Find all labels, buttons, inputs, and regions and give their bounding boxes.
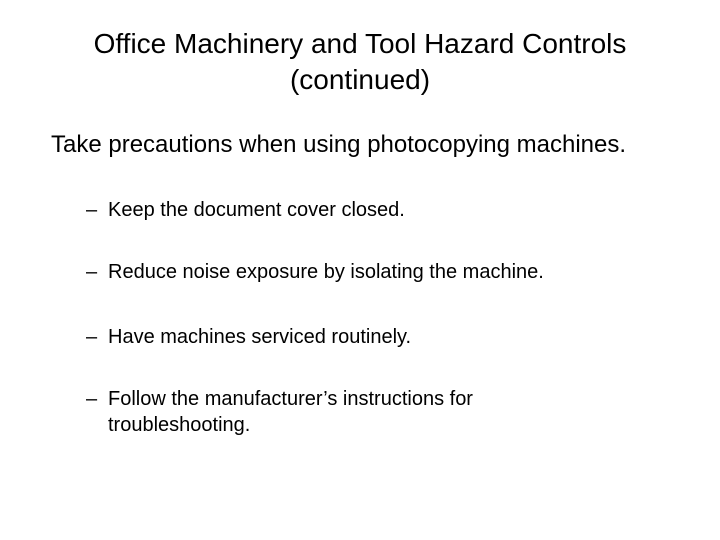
list-item bbox=[86, 197, 646, 223]
slide-title bbox=[40, 26, 680, 98]
list-item bbox=[86, 386, 646, 438]
dash-marker: – bbox=[86, 261, 98, 283]
lead-paragraph bbox=[51, 130, 671, 159]
list-item-text: Keep the document cover closed. bbox=[108, 199, 405, 221]
title-line-1: Office Machinery and Tool Hazard Controls bbox=[93, 28, 627, 59]
dash-marker: – bbox=[86, 388, 98, 410]
list-item-text: Reduce noise exposure by isolating the machine. bbox=[108, 261, 544, 283]
dash-marker: – bbox=[86, 199, 98, 221]
list-item-text: Have machines serviced routinely. bbox=[108, 326, 412, 348]
dash-marker: – bbox=[86, 326, 98, 348]
lead-text: Take precautions when using photocopying machines. bbox=[51, 131, 627, 158]
list-item-text: Follow the manufacturer’s instructions for troubleshooting. bbox=[108, 388, 473, 436]
list-item bbox=[86, 324, 646, 350]
title-line-2: (continued) bbox=[289, 64, 431, 95]
list-item bbox=[86, 259, 646, 285]
